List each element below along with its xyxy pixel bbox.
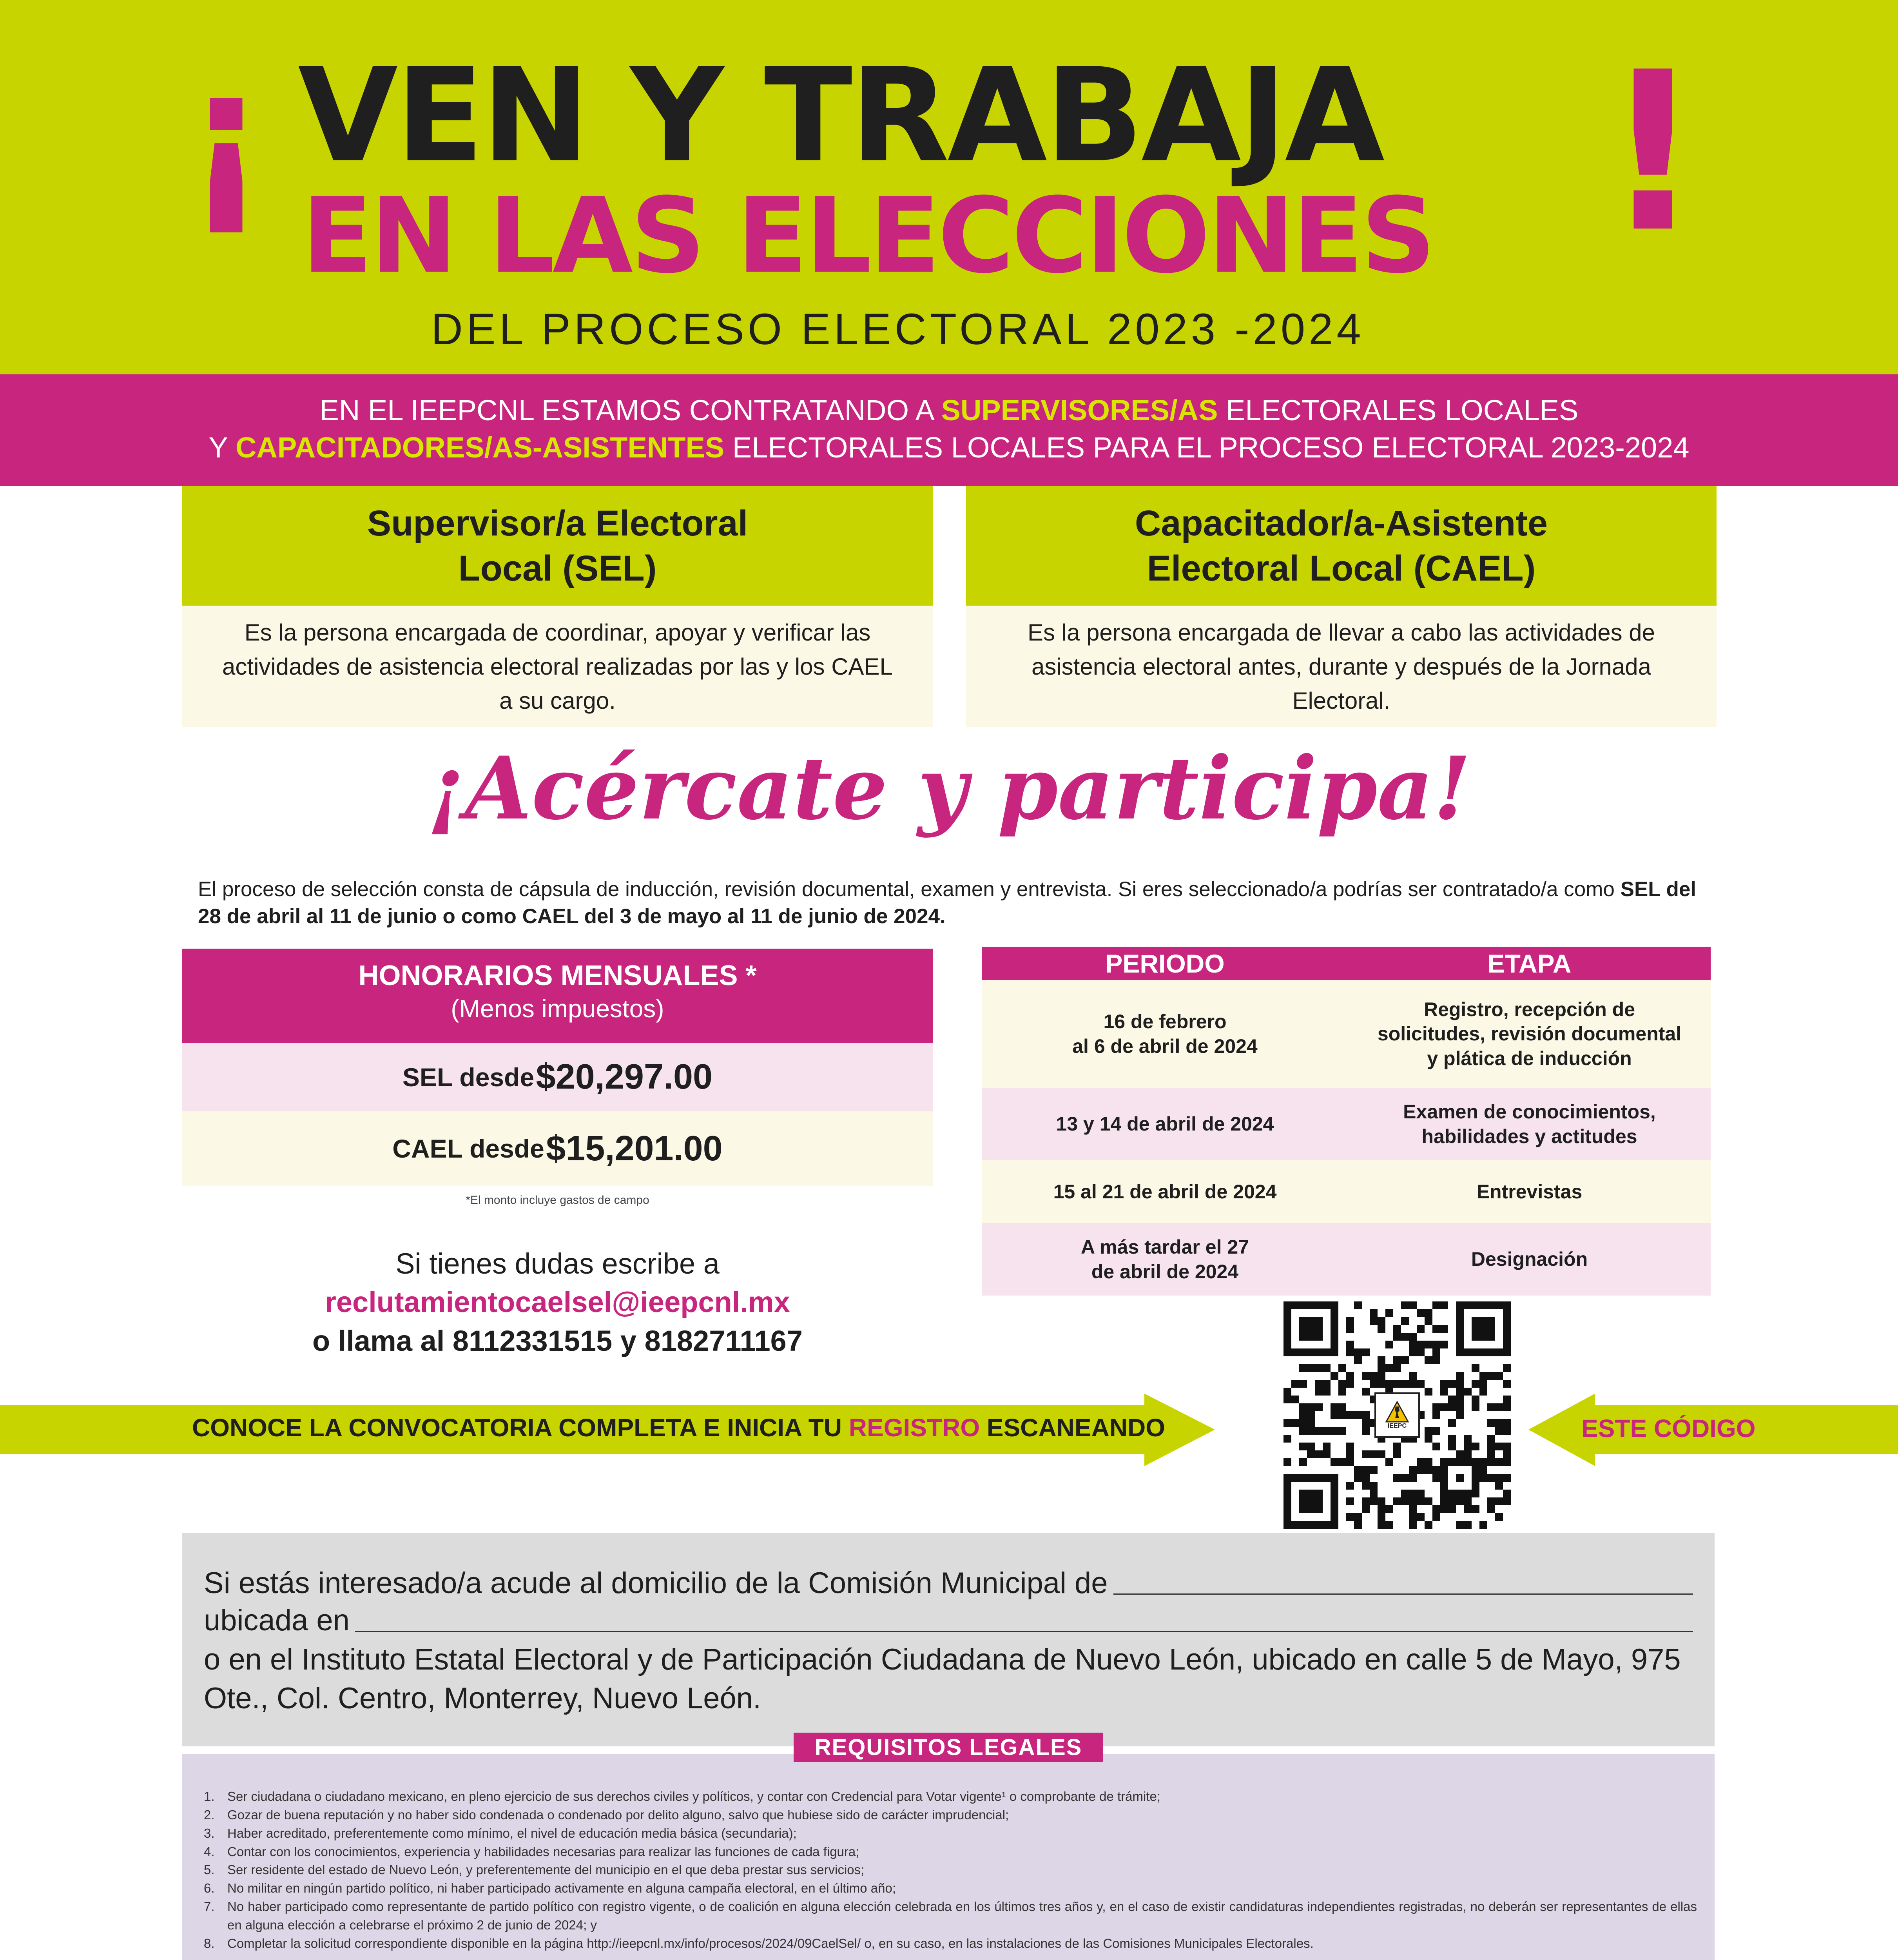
hiring-banner [0, 374, 1898, 486]
schedule-row [982, 1223, 1711, 1296]
requirement-text: Ser residente del estado de Nuevo León, y preferentemente del municipio en el que deba prestar sus servicios; [227, 1862, 865, 1877]
fee-row-cael [182, 1111, 933, 1186]
contact-email-link[interactable]: reclutamientocaelsel@ieepcnl.mx [325, 1286, 790, 1319]
scan-highlight: REGISTRO [848, 1414, 980, 1442]
scan-bar-text [192, 1413, 1165, 1442]
banner-line-2 [0, 429, 1898, 466]
blank-line[interactable] [1113, 1593, 1693, 1595]
address-text: ubicada en [204, 1604, 350, 1637]
requirement-number: 7. [204, 1899, 215, 1914]
schedule-stage: Registro, recepción de solicitudes, revisión documental y plática de inducción [1377, 998, 1682, 1069]
banner-line-1 [0, 392, 1898, 429]
title-line-2: EN LAS ELECCIONES [302, 176, 1434, 296]
contact-line: Si tienes dudas escribe a [395, 1247, 720, 1280]
requirement-number: 4. [204, 1844, 215, 1859]
address-line-3: o en el Instituto Estatal Electoral y de Participación Ciudadana de Nuevo León, ubicado en calle 5 de Mayo, 975 Ote., Col. Centro, Monterrey, Nuevo León. [204, 1643, 1681, 1715]
sel-title-line: Local (SEL) [458, 548, 657, 588]
requirement-number: 8. [204, 1936, 215, 1951]
schedule-stage: Examen de conocimientos, habilidades y actitudes [1403, 1101, 1656, 1147]
schedule-row [982, 1088, 1711, 1160]
fee-label: SEL desde [402, 1062, 535, 1092]
fees-header [182, 949, 933, 1043]
fees-title: HONORARIOS MENSUALES * [358, 960, 757, 991]
banner-text: Y [208, 431, 236, 464]
process-dates: SEL del 28 de abril al 11 de junio o como CAEL del 3 de mayo al 11 de junio de 2024. [198, 878, 1697, 928]
fee-label: CAEL desde [392, 1134, 544, 1163]
scan-bar-left [0, 1394, 1215, 1466]
fees-note: *El monto incluye gastos de campo [466, 1194, 649, 1207]
banner-text: EN EL IEEPCNL ESTAMOS CONTRATANDO A [319, 394, 941, 426]
cael-card-description: Es la persona encargada de llevar a cabo las actividades de asistencia electoral antes, durante y después de la Jornada Electoral. [966, 606, 1717, 727]
scan-right-text: ESTE CÓDIGO [1581, 1414, 1756, 1443]
requirement-item [204, 1788, 1697, 1806]
open-exclamation: ¡ [184, 28, 268, 242]
qr-logo-label: IEEPC [1387, 1422, 1407, 1429]
contact-phone: o llama al 8112331515 y 8182711167 [312, 1324, 803, 1357]
requirement-item [204, 1935, 1697, 1953]
qr-code[interactable] [1283, 1301, 1511, 1529]
schedule-period: 15 al 21 de abril de 2024 [1053, 1180, 1277, 1203]
requirement-item [204, 1843, 1697, 1861]
cta-script-heading: ¡Acércate y participa! [427, 737, 1471, 839]
requirement-text: Gozar de buena reputación y no haber sido condenada o condenado por delito alguno, salvo que hubiese sido de carácter imprudencial; [227, 1807, 1009, 1822]
sel-card-description: Es la persona encargada de coordinar, apoyar y verificar las actividades de asistencia electoral realizadas por las y los CAEL a su cargo. [182, 606, 933, 727]
schedule-header-stage: ETAPA [1348, 947, 1711, 980]
schedule-stage: Designación [1471, 1248, 1588, 1270]
fee-amount: $20,297.00 [536, 1057, 713, 1096]
banner-highlight: CAPACITADORES/AS-ASISTENTES [236, 431, 725, 464]
cael-title-line: Electoral Local (CAEL) [1147, 548, 1536, 588]
ieepc-logo-icon [1385, 1401, 1409, 1423]
qr-center-logo [1374, 1392, 1420, 1438]
requirement-number: 3. [204, 1826, 215, 1840]
requirement-item [204, 1861, 1697, 1879]
requirement-text: Ser ciudadana o ciudadano mexicano, en pleno ejercicio de sus derechos civiles y políticos, y contar con Credencial para Votar vigente¹ o comprobante de trámite; [227, 1789, 1161, 1804]
schedule-period: 13 y 14 de abril de 2024 [1056, 1113, 1274, 1135]
requirement-number: 2. [204, 1807, 215, 1822]
close-exclamation: ! [1603, 25, 1703, 281]
scan-bar-right [1528, 1394, 1898, 1466]
schedule-period: 16 de febrero al 6 de abril de 2024 [1072, 1011, 1258, 1057]
address-line-1 [204, 1566, 1693, 1600]
fees-subtitle: (Menos impuestos) [451, 995, 664, 1023]
requirement-text: Haber acreditado, preferentemente como mínimo, el nivel de educación media básica (secundaria); [227, 1826, 797, 1840]
requirement-number: 6. [204, 1881, 215, 1896]
process-description [198, 876, 1715, 930]
banner-text: ELECTORALES LOCALES PARA EL PROCESO ELECTORAL 2023-2024 [724, 431, 1690, 464]
schedule-stage: Entrevistas [1476, 1180, 1583, 1203]
cael-card-title [966, 486, 1717, 606]
requirement-text: Contar con los conocimientos, experiencia y habilidades necesarias para realizar las funciones de cada figura; [227, 1844, 859, 1859]
requirement-text: No haber participado como representante de partido político con registro vigente, o de coalición en alguna elección celebrada en los últimos tres años y, en el caso de existir candidaturas independientes registradas, no deberán ser representantes de ellas en alguna elección a celebrarse el próximo 2 de junio de 2024; y [227, 1899, 1697, 1933]
scan-text: CONOCE LA CONVOCATORIA COMPLETA E INICIA TU [192, 1414, 849, 1442]
process-text: El proceso de selección consta de cápsula de inducción, revisión documental, examen y entrevista. Si eres seleccionado/a podrías ser contratado/a como [198, 878, 1621, 901]
requirement-number: 5. [204, 1862, 215, 1877]
header-subtitle: DEL PROCESO ELECTORAL 2023 -2024 [431, 305, 1365, 354]
legal-requirements-list [204, 1788, 1697, 1953]
schedule-row [982, 1160, 1711, 1223]
banner-text: ELECTORALES LOCALES [1218, 394, 1579, 426]
sel-card-title [182, 486, 933, 606]
legal-requirements-title: REQUISITOS LEGALES [794, 1733, 1103, 1762]
schedule-row [982, 980, 1711, 1088]
requirement-item [204, 1879, 1697, 1898]
requirement-item [204, 1898, 1697, 1935]
scan-text: ESCANEANDO [980, 1414, 1166, 1442]
requirement-item [204, 1824, 1697, 1843]
schedule-header-period: PERIODO [982, 947, 1348, 980]
requirement-number: 1. [204, 1789, 215, 1804]
contact-block [182, 1245, 933, 1360]
title-line-1: VEN Y TRABAJA [298, 40, 1383, 191]
fee-amount: $15,201.00 [546, 1129, 723, 1168]
fee-row-sel [182, 1043, 933, 1111]
requirement-item [204, 1806, 1697, 1824]
blank-line[interactable] [355, 1631, 1693, 1632]
schedule-period: A más tardar el 27 de abril de 2024 [1081, 1236, 1249, 1283]
cael-title-line: Capacitador/a-Asistente [1135, 503, 1548, 543]
address-line-2 [204, 1603, 1693, 1637]
requirement-text: No militar en ningún partido político, ni haber participado activamente en alguna campaña electoral, en el último año; [227, 1881, 896, 1896]
sel-title-line: Supervisor/a Electoral [367, 503, 748, 543]
requirement-text: Completar la solicitud correspondiente disponible en la página http://ieepcnl.mx/info/procesos/2024/09CaelSel/ o, en su caso, en las instalaciones de las Comisiones Municipales Electorales. [227, 1936, 1314, 1951]
banner-highlight: SUPERVISORES/AS [941, 394, 1218, 426]
address-text: Si estás interesado/a acude al domicilio de la Comisión Municipal de [204, 1566, 1108, 1600]
